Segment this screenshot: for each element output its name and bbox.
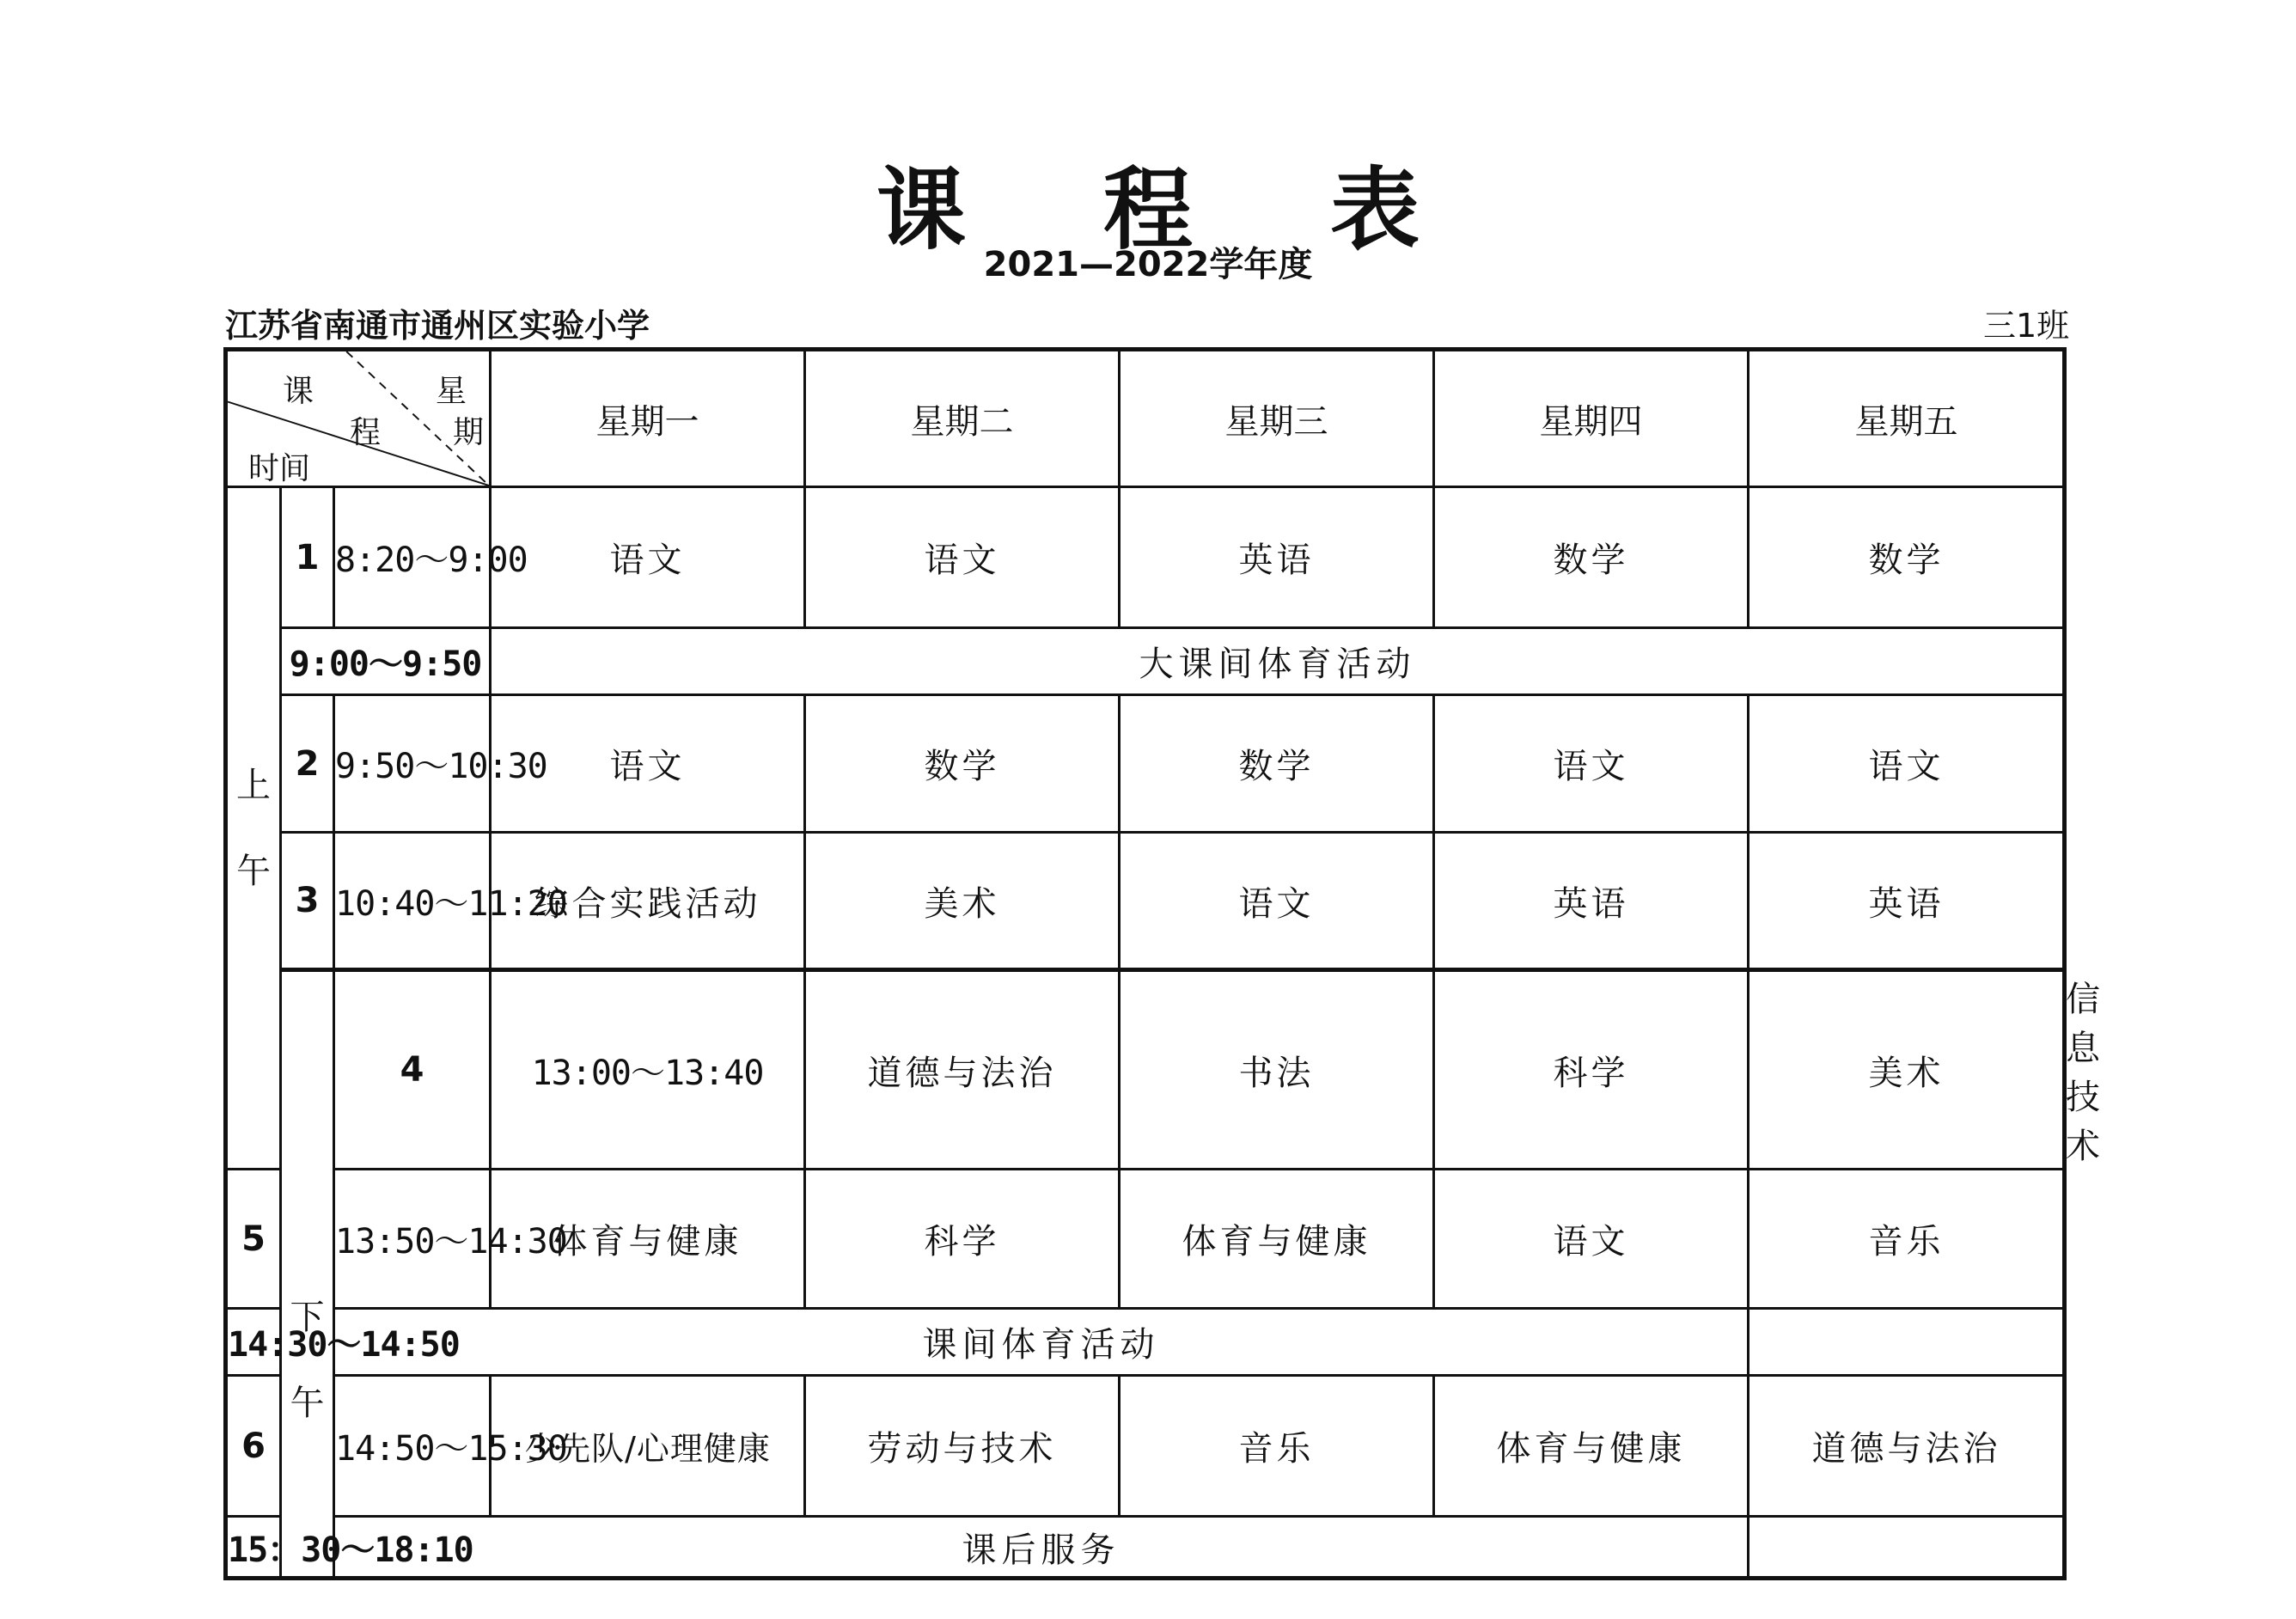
- break-activity: 大课间体育活动: [491, 628, 2065, 695]
- day-header-wednesday: 星期三: [1120, 350, 1434, 487]
- subject-cell: 数学: [1434, 487, 1749, 628]
- subject-cell: 数学: [1749, 487, 2065, 628]
- subject-cell: 语文: [1120, 833, 1434, 970]
- day-header-tuesday: 星期二: [805, 350, 1120, 487]
- period-number: 5: [226, 1170, 281, 1309]
- period-row: [226, 1376, 2065, 1517]
- period-row: [226, 1170, 2065, 1309]
- period-time: 10:40～11:20: [334, 833, 491, 970]
- corner-header-cell: [226, 350, 491, 487]
- break-row: [226, 1309, 2065, 1376]
- period-time: 8:20～9:00: [334, 487, 491, 628]
- subject-cell: 美术: [1749, 970, 2065, 1170]
- break-time: 15：30～18:10: [226, 1517, 334, 1579]
- subject-cell: 音乐: [1120, 1376, 1434, 1517]
- corner-label-ke: 课: [283, 374, 314, 409]
- morning-label: [226, 487, 281, 1170]
- period-number: 1: [281, 487, 334, 628]
- corner-label-cheng: 程: [350, 415, 382, 450]
- break-row: [226, 1517, 2065, 1579]
- period-number: 2: [281, 695, 334, 833]
- subject-cell: 体育与健康: [491, 1170, 805, 1309]
- subject-cell: 语文: [1434, 1170, 1749, 1309]
- period-time: 13:00～13:40: [491, 970, 805, 1170]
- break-time: 9:00～9:50: [281, 628, 491, 695]
- subject-cell: 少先队/心理健康: [491, 1376, 805, 1517]
- subject-cell: 综合实践活动: [491, 833, 805, 970]
- subject-cell: 音乐: [1749, 1170, 2065, 1309]
- afternoon-label: [281, 970, 334, 1579]
- school-name: 江苏省南通市通州区实验小学: [225, 307, 650, 345]
- subject-cell: 语文: [491, 695, 805, 833]
- period-row: [226, 695, 2065, 833]
- period-row: 下 午 4 13:00～13:40 道德与法治 书法 科学 美术 信息技术: [226, 970, 2065, 1170]
- period-row: [226, 833, 2065, 970]
- subject-cell: 英语: [1434, 833, 1749, 970]
- period-time: 13:50～14:30: [334, 1170, 491, 1309]
- subject-cell: 科学: [805, 1170, 1120, 1309]
- subject-cell: 数学: [1120, 695, 1434, 833]
- period-row: [226, 487, 2065, 628]
- break-activity: 课后服务: [334, 1517, 1749, 1579]
- subject-cell: 英语: [1120, 487, 1434, 628]
- period-number: 6: [226, 1376, 281, 1517]
- title-char: 课: [876, 156, 966, 262]
- subject-cell: 美术: [805, 833, 1120, 970]
- period-number: 4: [334, 970, 491, 1170]
- subject-cell: 道德与法治: [1749, 1376, 2065, 1517]
- subject-cell: 科学: [1434, 970, 1749, 1170]
- class-name: 三1班: [1983, 307, 2070, 345]
- timetable: [223, 347, 2104, 1580]
- school-year: 2021—2022学年度: [983, 245, 1313, 284]
- period-time: 9:50～10:30: [334, 695, 491, 833]
- title-char: 程: [1102, 156, 1193, 262]
- header-row: [226, 350, 2065, 487]
- subject-cell: 语文: [805, 487, 1120, 628]
- afternoon-char: 下: [290, 1297, 325, 1337]
- break-time: 14:30～14:50: [226, 1309, 334, 1376]
- break-row: [226, 628, 2065, 695]
- corner-label-time: 时间: [248, 451, 311, 486]
- subject-cell: 体育与健康: [1434, 1376, 1749, 1517]
- corner-label-qi: 期: [453, 415, 485, 450]
- subject-cell: 道德与法治: [805, 970, 1120, 1170]
- corner-label-xing: 星: [436, 374, 467, 409]
- title-char: 表: [1330, 156, 1420, 262]
- morning-char: 午: [236, 851, 271, 891]
- day-header-thursday: 星期四: [1434, 350, 1749, 487]
- period-time: 14:50～15:30: [334, 1376, 491, 1517]
- subject-cell: 语文: [1434, 695, 1749, 833]
- morning-char: 上: [236, 765, 271, 805]
- day-header-monday: 星期一: [491, 350, 805, 487]
- day-header-friday: 星期五: [1749, 350, 2065, 487]
- subject-cell: 数学: [805, 695, 1120, 833]
- subject-cell: 语文: [1749, 695, 2065, 833]
- subject-cell: 体育与健康: [1120, 1170, 1434, 1309]
- period-number: 3: [281, 833, 334, 970]
- break-activity: 课间体育活动: [334, 1309, 1749, 1376]
- subject-cell: 书法: [1120, 970, 1434, 1170]
- subject-cell: 劳动与技术: [805, 1376, 1120, 1517]
- subject-cell: 英语: [1749, 833, 2065, 970]
- afternoon-char: 午: [290, 1383, 325, 1423]
- subject-cell: 语文: [491, 487, 805, 628]
